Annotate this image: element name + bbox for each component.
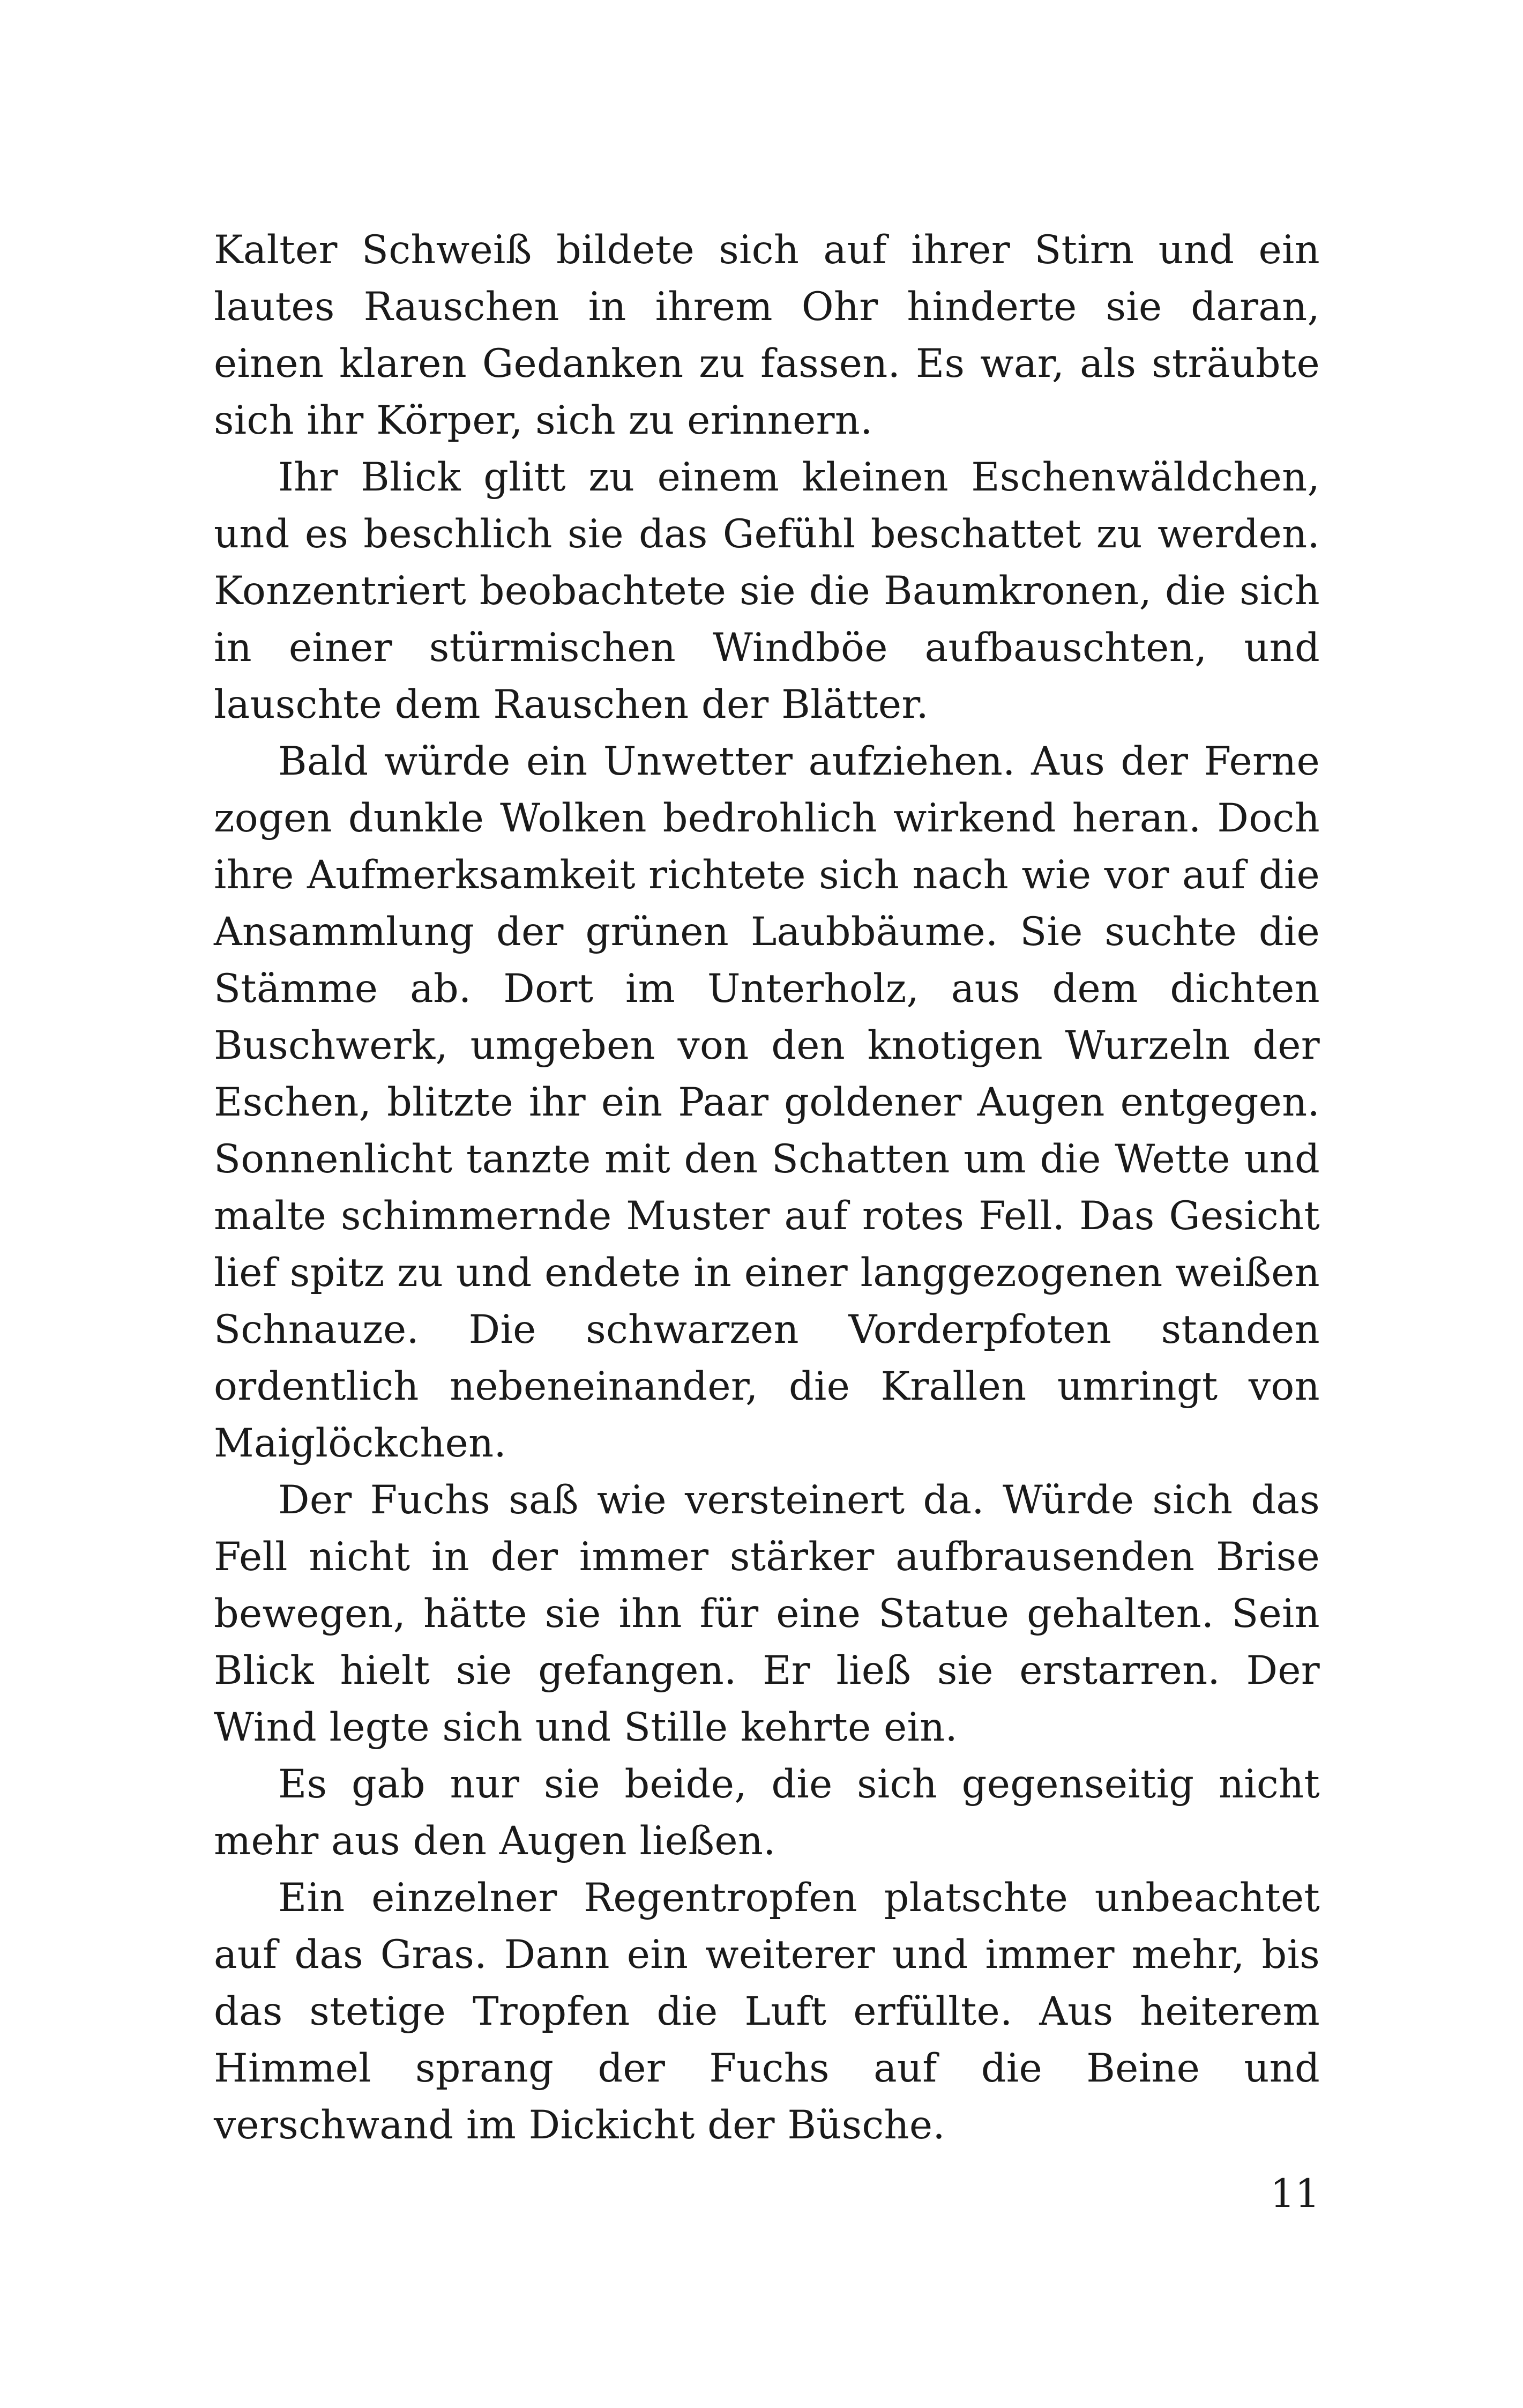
paragraph: Kalter Schweiß bildete sich auf ihrer Stirn und ein lautes Rauschen in ihrem Ohr hinderte sie daran, einen klaren Gedanken zu fassen. Es war, als sträubte sich ihr Körper, sich zu erinnern. bbox=[214, 227, 1320, 443]
paragraph: Ein einzelner Regentropfen platschte unbeachtet auf das Gras. Dann ein weiterer und immer mehr, bis das stetige Tropfen die Luft erfüllte. Aus heiterem Himmel sprang der Fuchs auf die Beine und verschwand im Dickicht der Büsche. bbox=[214, 1875, 1320, 2148]
paragraph: Es gab nur sie beide, die sich gegenseitig nicht mehr aus den Augen ließen. bbox=[214, 1762, 1320, 1864]
body-text bbox=[214, 222, 1320, 2154]
paragraph: Ihr Blick glitt zu einem kleinen Eschenwäldchen, und es beschlich sie das Gefühl beschattet zu werden. Konzentriert beobachtete sie die Baumkronen, die sich in einer stürmischen Windböe aufbauschten, und lauschte dem Rauschen der Blätter. bbox=[214, 455, 1320, 727]
page-number: 11 bbox=[1270, 2171, 1320, 2217]
paragraph: Bald würde ein Unwetter aufziehen. Aus der Ferne zogen dunkle Wolken bedrohlich wirkend heran. Doch ihre Aufmerksamkeit richtete sich nach wie vor auf die Ansammlung der grünen Laubbäume. Sie suchte die Stämme ab. Dort im Unterholz, aus dem dichten Buschwerk, umgeben von den knotigen Wurzeln der Eschen, blitzte ihr ein Paar goldener Augen entgegen. Sonnenlicht tanzte mit den Schatten um die Wette und malte schimmernde Muster auf rotes Fell. Das Gesicht lief spitz zu und endete in einer langgezogenen weißen Schnauze. Die schwarzen Vorderpfoten standen ordentlich nebeneinander, die Krallen umringt von Maiglöckchen. bbox=[214, 739, 1320, 1466]
paragraph: Der Fuchs saß wie versteinert da. Würde sich das Fell nicht in der immer stärker aufbrausenden Brise bewegen, hätte sie ihn für eine Statue gehalten. Sein Blick hielt sie gefangen. Er ließ sie erstarren. Der Wind legte sich und Stille kehrte ein. bbox=[214, 1477, 1320, 1750]
